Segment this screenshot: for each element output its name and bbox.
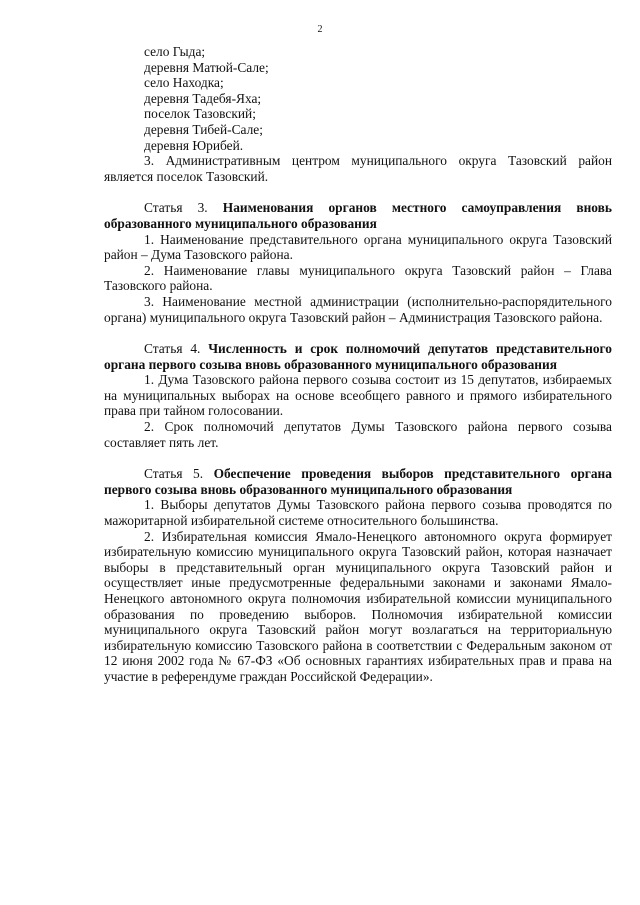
admin-center-paragraph: 3. Административным центром муниципального округа Тазовский район является поселок Тазовский. — [104, 153, 612, 184]
article-3-paragraph-1: 1. Наименование представительного органа муниципального округа Тазовский район – Дума Тазовского района. — [104, 231, 612, 263]
article-4-label: Статья 4. — [144, 341, 201, 357]
article-5-label: Статья 5. — [144, 466, 204, 482]
article-4-paragraph-2: 2. Срок полномочий депутатов Думы Тазовского района первого созыва составляет пять лет. — [104, 419, 612, 450]
list-item: поселок Тазовский; — [144, 106, 256, 122]
article-5-paragraph-1: 1. Выборы депутатов Думы Тазовского района первого созыва проводятся по мажоритарной избирательной системе относительного большинства. — [104, 497, 612, 529]
article-4-heading — [104, 341, 612, 372]
article-5-heading — [104, 466, 612, 497]
article-3-label: Статья 3. — [144, 200, 208, 216]
article-3-paragraph-3: 3. Наименование местной администрации (исполнительно-распорядительного органа) муниципального округа Тазовский район – Администрация Тазовского района. — [104, 293, 612, 325]
list-item: село Гыда; — [144, 44, 206, 59]
list-item: деревня Тадебя-Яха; — [144, 90, 262, 106]
article-5-title: Обеспечение проведения выборов представительного органа первого созыва вновь образованного муниципального образования — [104, 466, 612, 497]
list-item: деревня Тибей-Сале; — [144, 121, 263, 137]
article-5-paragraph-2: 2. Избирательная комиссия Ямало-Ненецкого автономного округа формирует избирательную комиссию муниципального округа Тазовский район, которая назначает выборы в представительный орган муниципального округа Тазовский район и осуществляет иные предусмотренные федеральными законами и законами Ямало-Ненецкого автономного округа полномочия избирательной комиссии муниципального образования по проведению выборов. Полномочия избирательной комиссии муниципального округа Тазовский район могут возлагаться на территориальную избирательную комиссию Тазовского района в соответствии с Федеральным законом от 12 июня 2002 года № 67-ФЗ «Об основных гарантиях избирательных прав и права на участие в референдуме граждан Российской Федерации». — [104, 528, 612, 684]
document-body — [104, 44, 612, 685]
list-item: село Находка; — [144, 75, 224, 91]
list-item: деревня Юрибей. — [144, 137, 244, 153]
article-3-paragraph-2: 2. Наименование главы муниципального округа Тазовский район – Глава Тазовского района. — [104, 262, 612, 294]
list-item: деревня Матюй-Сале; — [144, 59, 269, 75]
page-number: 2 — [317, 24, 323, 35]
article-3-title: Наименования органов местного самоуправления вновь образованного муниципального образования — [104, 200, 612, 231]
article-4-title: Численность и срок полномочий депутатов представительного органа первого созыва вновь образованного муниципального образования — [104, 341, 612, 372]
article-4-paragraph-1: 1. Дума Тазовского района первого созыва состоит из 15 депутатов, избираемых на муниципальных выборах на основе всеобщего равного и прямого избирательного права при тайном голосовании. — [104, 372, 612, 419]
article-3-heading — [104, 200, 612, 231]
